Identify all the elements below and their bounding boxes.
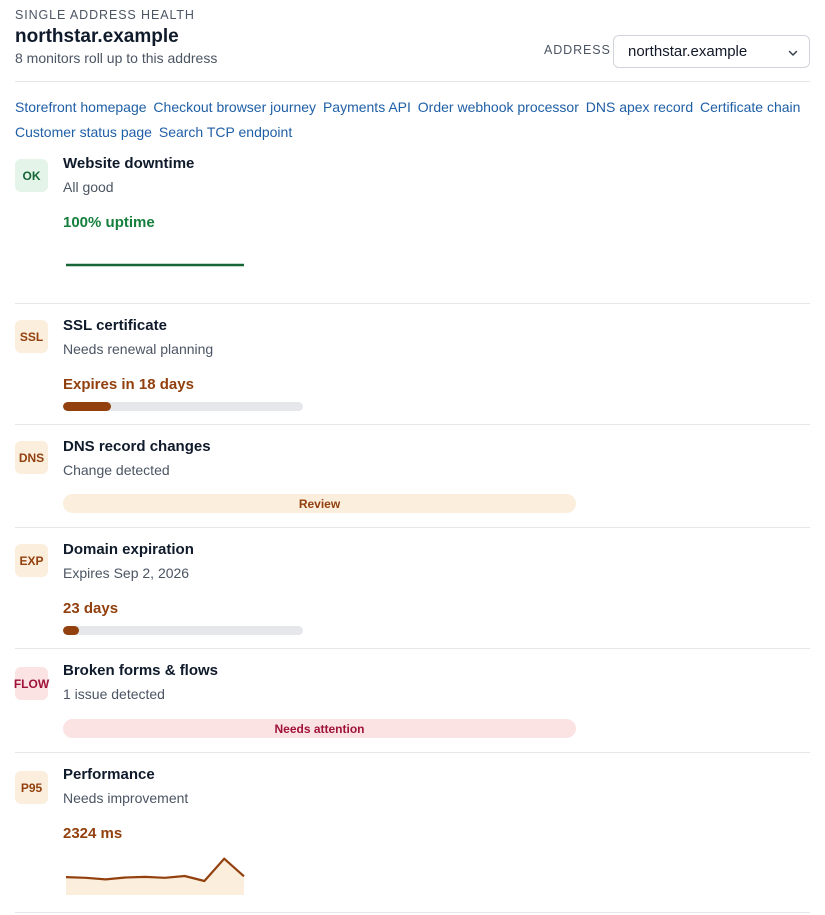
card-status: 1 issue detected — [63, 686, 165, 702]
card-status: Needs renewal planning — [63, 341, 214, 357]
monitor-links — [15, 95, 815, 145]
status-badge-flow: FLOW — [15, 667, 48, 700]
status-badge-dns: DNS — [15, 441, 48, 474]
monitor-link-order-webhook-processor[interactable]: Order webhook processor — [417, 99, 579, 115]
card-performance — [15, 753, 810, 913]
page-eyebrow: SINGLE ADDRESS HEALTH — [15, 8, 195, 22]
card-title: SSL certificate — [63, 317, 167, 334]
card-dns-record-changes — [15, 425, 810, 528]
status-badge-ok: OK — [15, 159, 48, 192]
chevron-down-icon — [787, 47, 799, 59]
address-label: ADDRESS — [544, 43, 611, 57]
review-pill: Review — [63, 494, 576, 513]
card-status: Expires Sep 2, 2026 — [63, 565, 190, 581]
needs-attention-pill: Needs attention — [63, 719, 576, 738]
monitor-link-payments-api[interactable]: Payments API — [322, 99, 411, 115]
uptime-sparkline — [63, 262, 248, 288]
card-status: All good — [63, 179, 114, 195]
card-metric: 2324 ms — [63, 825, 123, 842]
card-broken-forms-flows — [15, 649, 810, 753]
page-title: northstar.example — [15, 26, 179, 47]
card-status: Change detected — [63, 462, 170, 478]
monitor-link-certificate-chain[interactable]: Certificate chain — [700, 99, 801, 115]
performance-sparkline — [63, 853, 248, 897]
monitor-link-customer-status-page[interactable]: Customer status page — [15, 124, 152, 140]
status-badge-ssl: SSL — [15, 320, 48, 353]
card-title: Domain expiration — [63, 541, 194, 558]
monitor-link-storefront-homepage[interactable]: Storefront homepage — [15, 99, 147, 115]
monitor-link-search-tcp-endpoint[interactable]: Search TCP endpoint — [158, 124, 293, 140]
card-metric: 100% uptime — [63, 214, 155, 231]
card-title: DNS record changes — [63, 438, 211, 455]
card-title: Broken forms & flows — [63, 662, 219, 679]
card-metric: 23 days — [63, 600, 119, 617]
status-badge-p95: P95 — [15, 771, 48, 804]
card-metric: Expires in 18 days — [63, 376, 194, 393]
monitor-link-checkout-browser-journey[interactable]: Checkout browser journey — [153, 99, 317, 115]
monitor-link-dns-apex-record[interactable]: DNS apex record — [585, 99, 694, 115]
page-subtitle: 8 monitors roll up to this address — [15, 50, 218, 66]
page-header — [15, 0, 810, 82]
address-select[interactable] — [613, 35, 810, 68]
card-title: Performance — [63, 766, 155, 783]
card-title: Website downtime — [63, 155, 195, 172]
domain-expiry-progress — [63, 626, 303, 635]
card-ssl-certificate — [15, 304, 810, 425]
ssl-expiry-progress-fill — [63, 402, 111, 411]
card-status: Needs improvement — [63, 790, 189, 806]
status-badge-exp: EXP — [15, 544, 48, 577]
card-website-downtime — [15, 150, 810, 304]
ssl-expiry-progress — [63, 402, 303, 411]
card-domain-expiration — [15, 528, 810, 649]
domain-expiry-progress-fill — [63, 626, 79, 635]
address-select-value: northstar.example — [628, 43, 748, 60]
